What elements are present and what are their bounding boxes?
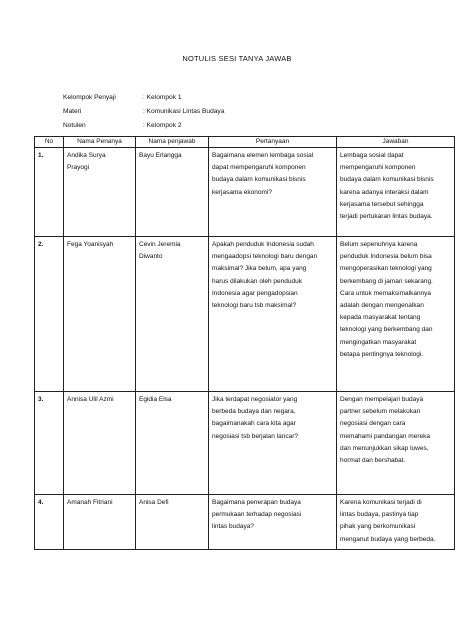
row-number: 3. (35, 392, 64, 495)
answer-text: Karena komunikasi terjadi di lintas budaya, pastinya tiap pihak yang berkomunikasi menganut budaya yang berbeda. (337, 495, 455, 550)
answerer-name: Egidia Elsa (136, 392, 209, 495)
table-row (35, 495, 455, 550)
document-title: NOTULIS SESI TANYA JAWAB (182, 54, 292, 63)
question-text: Bagaimana elemen lembaga sosial dapat mempengaruhi komponen budaya dalam komunikasi bisnis kerjasama ekonomi? (209, 148, 337, 237)
answerer-name: Cevin Jeremia Diwanto (136, 237, 209, 392)
table-row (35, 237, 455, 392)
row-number: 4. (35, 495, 64, 550)
answerer-name: Bayu Erlangga (136, 148, 209, 237)
question-text: Apakah penduduk Indonesia sudah mengaadopsi teknologi baru dengan maksimal? Jika belum, apa yang harus dilakukan oleh penduduk Indonesia agar pengadopsian teknologi baru tsb maksimal? (209, 237, 337, 392)
meta-value: : Komunikasi Lintas Budaya (143, 108, 225, 115)
question-text: Bagaimana penerapan budaya permukaan terhadap negosiasi lintas budaya? (209, 495, 337, 550)
header-answer: Jawaban (337, 137, 455, 148)
qa-table (34, 136, 455, 550)
answer-text: Dengan mempelajari budaya partner sebelum melakukan negosiasi dengan cara memahami pandangan mereka dan menunjukkan sikap luwes, hormat dan bershabat. (337, 392, 455, 495)
table-row (35, 148, 455, 237)
meta-value: : Kelompok 2 (143, 122, 182, 129)
answer-text: Lembaga sosial dapat mempengaruhi komponen budaya dalam komunikasi bisnis karena adanya interaksi dalam kerjasama tersebut sehingga terjadi pertukaran lintas budaya. (337, 148, 455, 237)
asker-name: Annisa Ulil Azmi (64, 392, 136, 495)
answerer-name: Anisa Defi (136, 495, 209, 550)
header-no: No (35, 137, 64, 148)
row-number: 2. (35, 237, 64, 392)
header-question: Pertanyaan (209, 137, 337, 148)
asker-name: Andika Surya Prayogi (64, 148, 136, 237)
question-text: Jika terdapat negosiator yang berbeda budaya dan negara, bagaimanakah cara kita agar negosiasi tsb berjalan lancar? (209, 392, 337, 495)
meta-value: : Kelompok 1 (143, 94, 182, 101)
asker-name: Fega Yoanisyah (64, 237, 136, 392)
asker-name: Amanah Fitriani (64, 495, 136, 550)
table-row (35, 392, 455, 495)
meta-label: Kelompok Penyaji (63, 94, 116, 101)
meta-label: Materi (63, 108, 82, 115)
meta-label: Notulen (63, 122, 86, 129)
table-header-row (35, 137, 455, 148)
row-number: 1. (35, 148, 64, 237)
answer-text: Belum sepenuhnya karena penduduk Indonesia belum bisa mengoperasikan teknologi yang berkembang di jaman sekarang. Cara untuk memaksimalkannya adalah dengan mengenalkan kepada masyarakat tentang teknologi yang berkembang dan mengingatkan masyarakat betapa pentingnya teknologi. (337, 237, 455, 392)
header-asker: Nama Penanya (64, 137, 136, 148)
header-answerer: Nama penjawab (136, 137, 209, 148)
